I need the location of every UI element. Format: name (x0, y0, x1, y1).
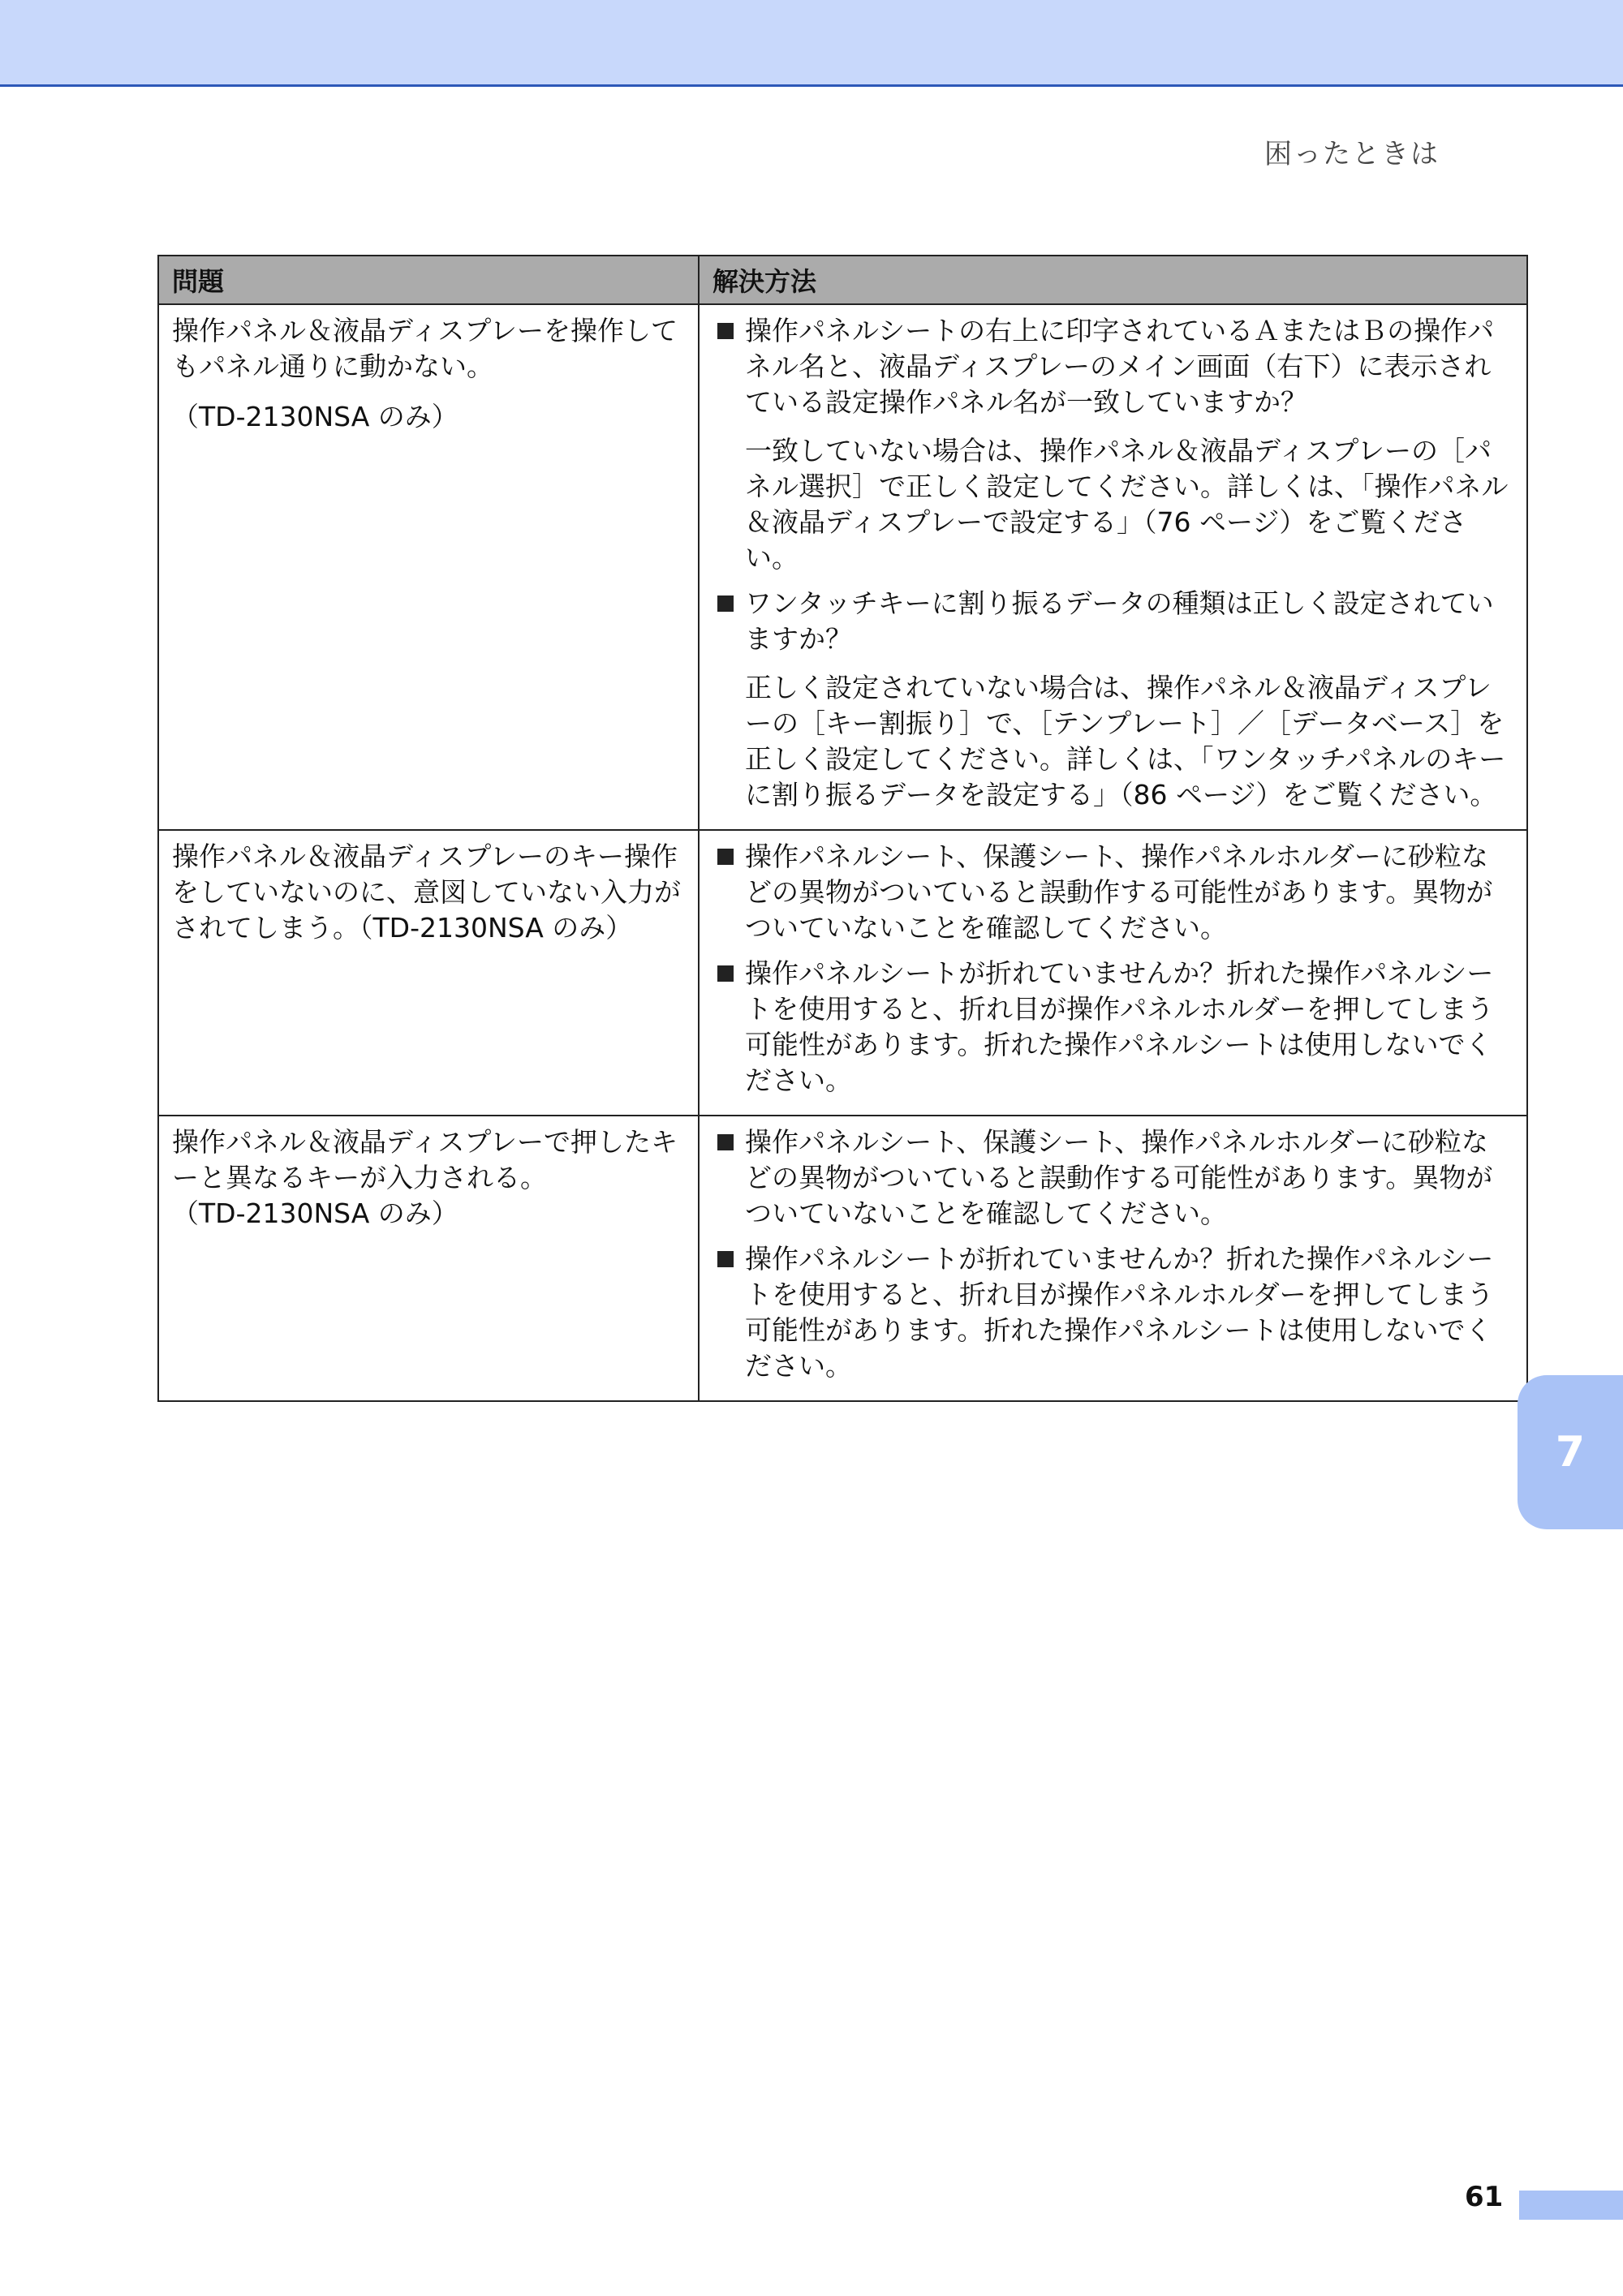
troubleshooting-table (157, 255, 1528, 1402)
solution-question: 操作パネルシート、保護シート、操作パネルホルダーに砂粒などの異物がついていると誤動作する可能性があります。異物がついていないことを確認してください。 (745, 1126, 1493, 1229)
problem-cell (158, 830, 699, 1116)
solution-item (712, 839, 1513, 946)
square-bullet-icon (717, 849, 734, 865)
table-row (158, 830, 1527, 1116)
page-number: 61 (1465, 2181, 1504, 2213)
solution-answer: 正しく設定されていない場合は、操作パネル＆液晶ディスプレーの［キー割振り］で、［テンプレート］／［データベース］を正しく設定してください。詳しくは、「ワンタッチパネルのキーに割り振るデータを設定する」（86 ページ）をご覧ください。 (745, 672, 1506, 810)
square-bullet-icon (717, 323, 734, 339)
problem-text: 操作パネル＆液晶ディスプレーを操作してもパネル通りに動かない。 (172, 315, 678, 382)
solution-cell (699, 1116, 1527, 1401)
solution-cell (699, 830, 1527, 1116)
problem-cell (158, 1116, 699, 1401)
solution-question: 操作パネルシートが折れていませんか？折れた操作パネルシートを使用すると、折れ目が操作パネルホルダーを押してしまう可能性があります。折れた操作パネルシートは使用しないでください。 (745, 957, 1494, 1096)
solution-question: 操作パネルシートの右上に印字されているＡまたはＢの操作パネル名と、液晶ディスプレーのメイン画面（右下）に表示されている設定操作パネル名が一致していますか？ (745, 315, 1495, 418)
solution-question: 操作パネルシートが折れていませんか？折れた操作パネルシートを使用すると、折れ目が操作パネルホルダーを押してしまう可能性があります。折れた操作パネルシートは使用しないでください。 (745, 1243, 1494, 1382)
solution-item (712, 1124, 1513, 1232)
column-header-solution: 解決方法 (699, 256, 1527, 304)
solution-question: ワンタッチキーに割り振るデータの種類は正しく設定されていますか？ (745, 587, 1494, 655)
square-bullet-icon (717, 595, 734, 612)
solution-item (712, 1241, 1513, 1384)
square-bullet-icon (717, 1134, 734, 1150)
problem-text: 操作パネル＆液晶ディスプレーで押したキーと異なるキーが入力される。 (172, 1126, 678, 1193)
section-title: 困ったときは (1264, 138, 1440, 170)
top-header-band (0, 0, 1623, 87)
solution-answer: 一致していない場合は、操作パネル＆液晶ディスプレーの［パネル選択］で正しく設定してください。詳しくは、「操作パネル＆液晶ディスプレーで設定する」（76 ページ）をご覧ください。 (745, 435, 1509, 574)
solution-question: 操作パネルシート、保護シート、操作パネルホルダーに砂粒などの異物がついていると誤動作する可能性があります。異物がついていないことを確認してください。 (745, 841, 1493, 944)
solution-item (712, 313, 1513, 576)
problem-note: （TD-2130NSA のみ） (172, 401, 458, 432)
square-bullet-icon (717, 965, 734, 982)
solution-item (712, 586, 1513, 813)
solution-item (712, 956, 1513, 1099)
table-header-row (158, 256, 1527, 304)
square-bullet-icon (717, 1251, 734, 1267)
problem-text: 操作パネル＆液晶ディスプレーのキー操作をしていないのに、意図していない入力がされてしまう。（TD-2130NSA のみ） (172, 841, 681, 944)
table-row (158, 304, 1527, 830)
problem-note: （TD-2130NSA のみ） (172, 1197, 458, 1229)
problem-cell (158, 304, 699, 830)
chapter-tab: 7 (1518, 1375, 1623, 1529)
solution-cell (699, 304, 1527, 830)
table-row (158, 1116, 1527, 1401)
column-header-problem: 問題 (158, 256, 699, 304)
page-number-bar (1519, 2191, 1623, 2220)
